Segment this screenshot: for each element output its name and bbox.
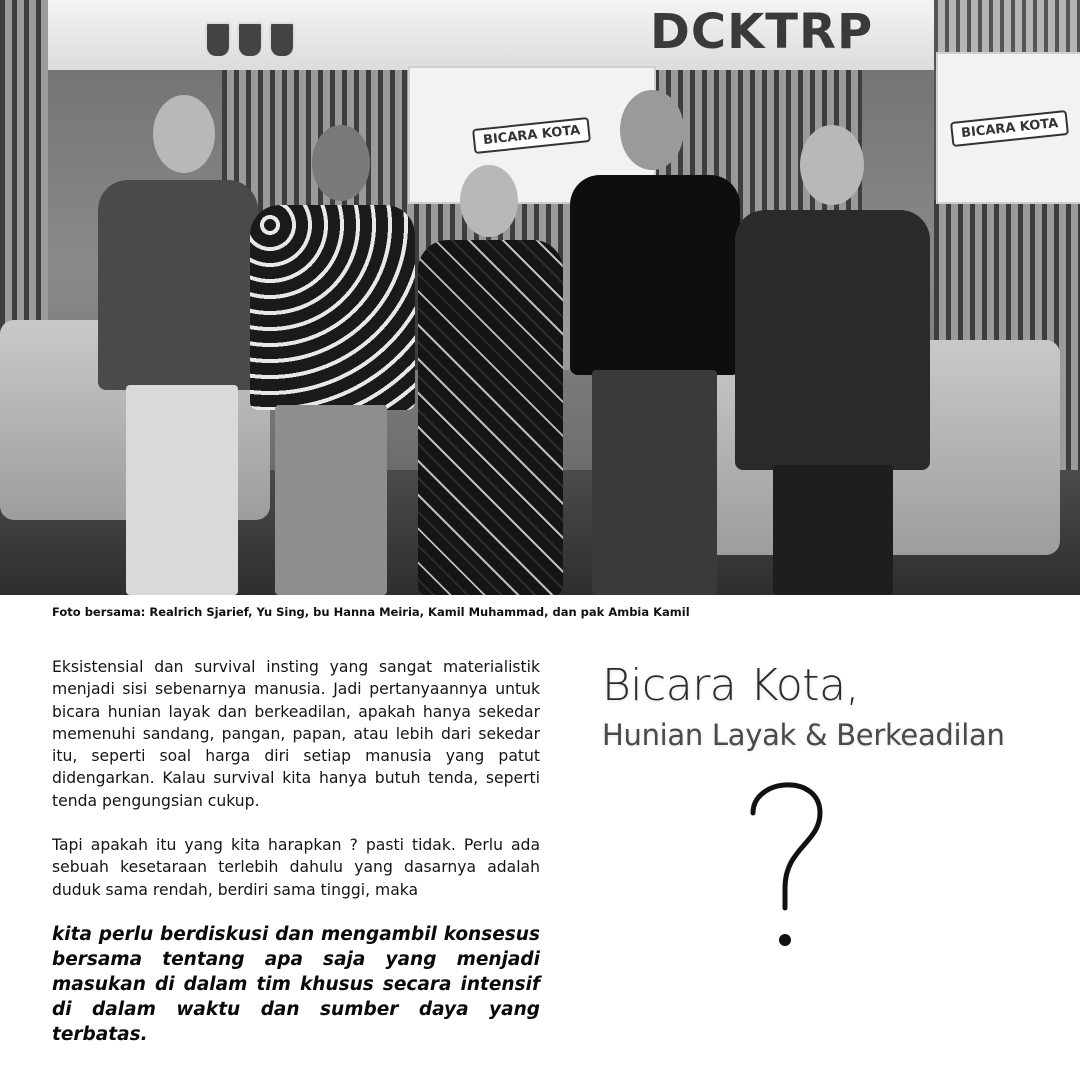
- shield-icon: [237, 22, 263, 58]
- person-1: [98, 95, 258, 595]
- person-4: [570, 90, 740, 595]
- screen-logo-text: BICARA KOTA: [950, 109, 1069, 146]
- government-logos: [205, 22, 295, 58]
- page-title: Bicara Kota,: [602, 660, 860, 711]
- article-body: [52, 656, 540, 901]
- page-subtitle: Hunian Layak & Berkeadilan: [602, 718, 1005, 752]
- paragraph-1: Eksistensial dan survival insting yang sangat materialistik menjadi sisi sebenarnya manusia. Jadi pertanyaannya untuk bicara hunian layak dan berkeadilan, apakah hanya sekedar memenuhi sandang, pangan, papan, atau lebih dari sekedar itu, seperti soal harga diri setiap manusia yang patut didengarkan. Kalau survival kita hanya butuh tenda, seperti tenda pengungsian cukup.: [52, 658, 540, 810]
- emphasis-paragraph: kita perlu berdiskusi dan mengambil konsesus bersama tentang apa saja yang menjadi masukan di dalam tim khusus secara intensif di dalam waktu dan sumber daya yang terbatas.: [52, 924, 540, 1045]
- person-2: [250, 125, 415, 595]
- person-5: [735, 125, 930, 595]
- photo-caption: Foto bersama: Realrich Sjarief, Yu Sing, bu Hanna Meiria, Kamil Muhammad, dan pak Ambia Kamil: [52, 605, 690, 619]
- paragraph-2: Tapi apakah itu yang kita harapkan ? pasti tidak. Perlu ada sebuah kesetaraan terlebih dahulu yang dasarnya adalah duduk sama rendah, berdiri sama tinggi, maka: [52, 836, 540, 899]
- person-3: [418, 165, 563, 595]
- event-screen-right: [936, 52, 1080, 204]
- brand-sign: DCKTRP: [650, 4, 874, 60]
- question-mark-icon: [735, 768, 835, 958]
- shield-icon: [269, 22, 295, 58]
- screen-logo-text: BICARA KOTA: [472, 116, 591, 153]
- shield-icon: [205, 22, 231, 58]
